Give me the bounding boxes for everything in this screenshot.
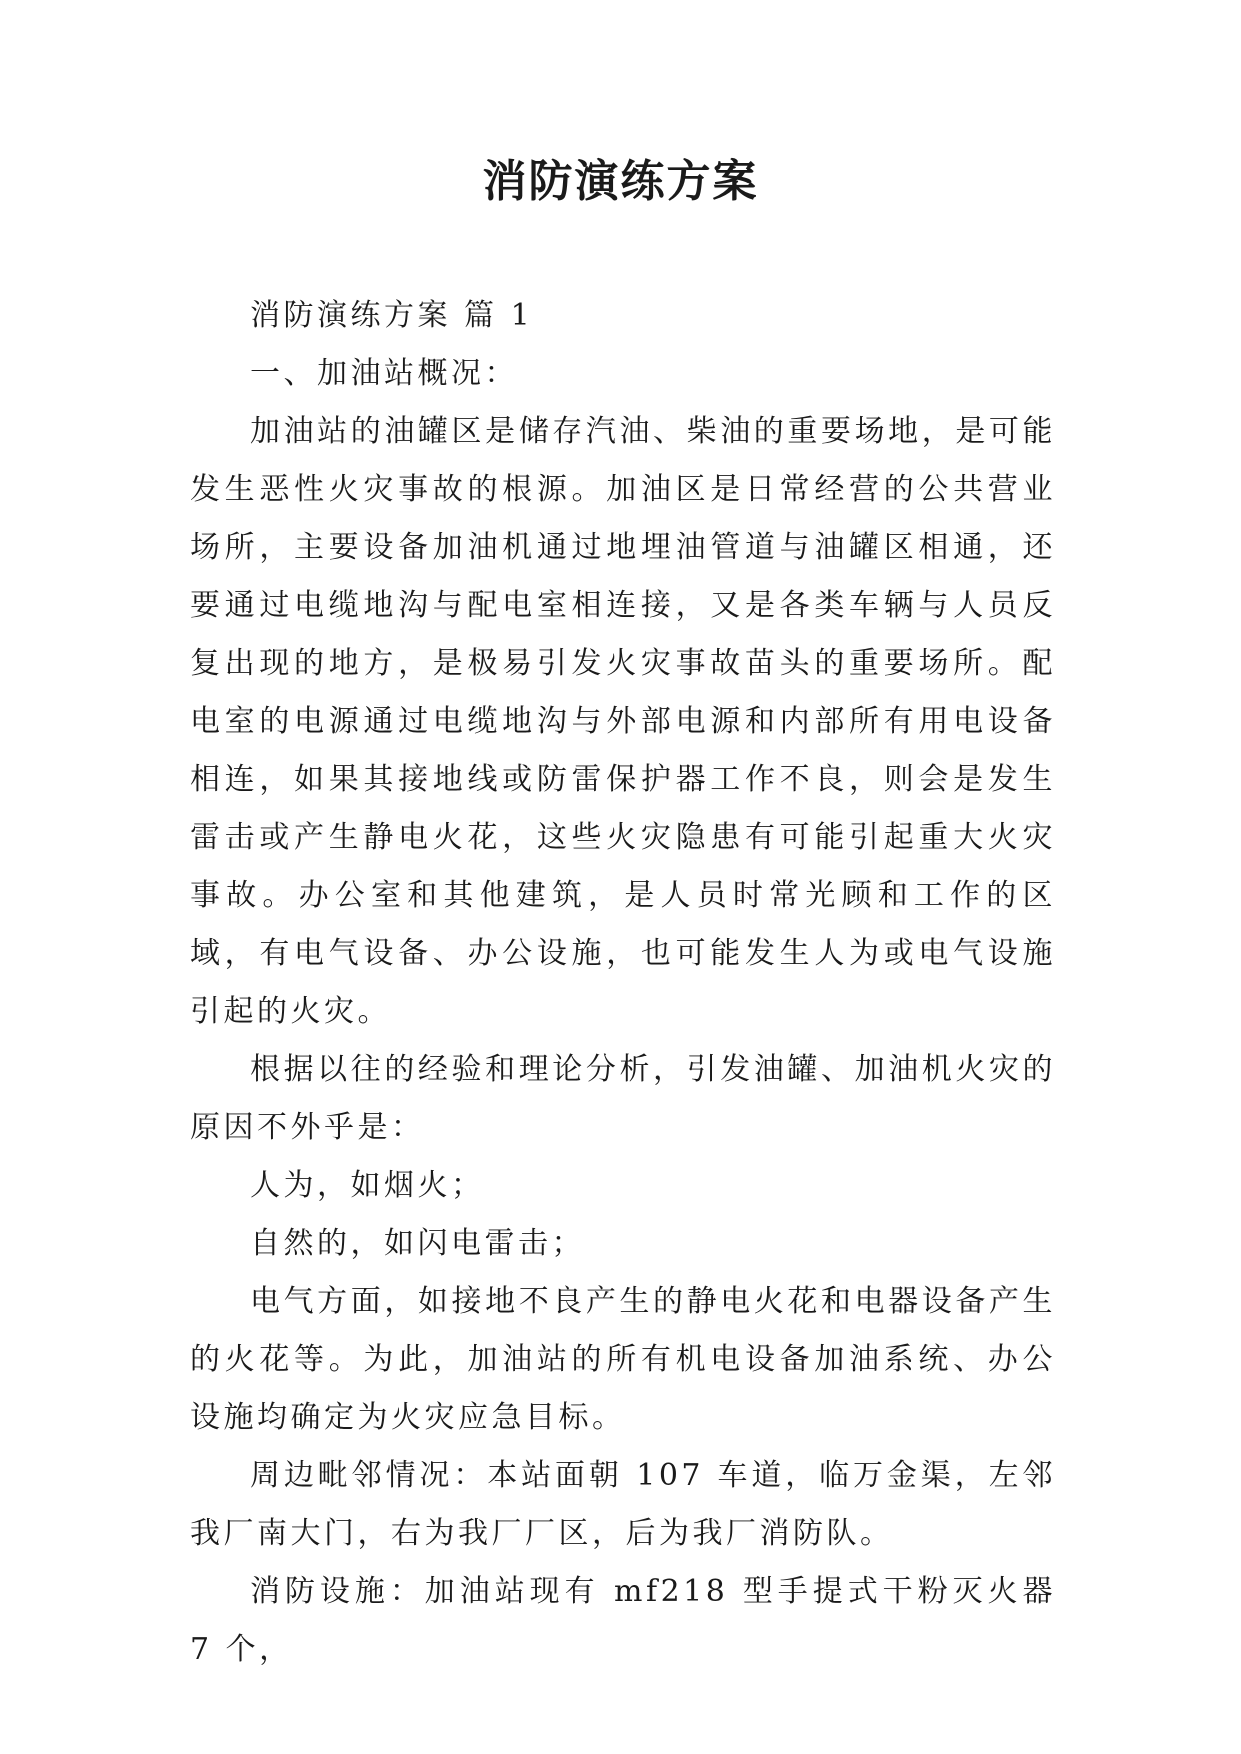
body-paragraph: 根据以往的经验和理论分析，引发油罐、加油机火灾的原因不外乎是： [190,1052,1056,1145]
body-paragraph: 加油站的油罐区是储存汽油、柴油的重要场地，是可能发生恶性火灾事故的根源。加油区是日常经营的公共营业场所，主要设备加油机通过地埋油管道与油罐区相通，还要通过电缆地沟与配电室相连接，又是各类车辆与人员反复出现的地方，是极易引发火灾事故苗头的重要场所。配电室的电源通过电缆地沟与外部电源和内部所有用电设备相连，如果其接地线或防雷保护器工作不良，则会是发生雷击或产生静电火花，这些火灾隐患有可能引起重大火灾事故。办公室和其他建筑，是人员时常光顾和工作的区域，有电气设备、办公设施，也可能发生人为或电气设施引起的火灾。 [190,414,1056,1029]
document-title: 消防演练方案 [482,156,759,207]
section-heading: 消防演练方案 篇 1 [250,298,534,333]
body-paragraph: 自然的，如闪电雷击； [250,1226,585,1261]
body-paragraph: 人为，如烟火； [250,1168,485,1203]
body-paragraph: 电气方面，如接地不良产生的静电火花和电器设备产生的火花等。为此，加油站的所有机电设备加油系统、办公设施均确定为火灾应急目标。 [190,1284,1056,1435]
body-paragraph: 周边毗邻情况：本站面朝 107 车道，临万金渠，左邻我厂南大门，右为我厂厂区，后为我厂消防队。 [190,1458,1056,1551]
body-paragraph: 消防设施：加油站现有 mf218 型手提式干粉灭火器 7 个， [190,1574,1056,1667]
document-body [190,287,1056,1679]
subsection-heading: 一、加油站概况： [250,356,518,391]
